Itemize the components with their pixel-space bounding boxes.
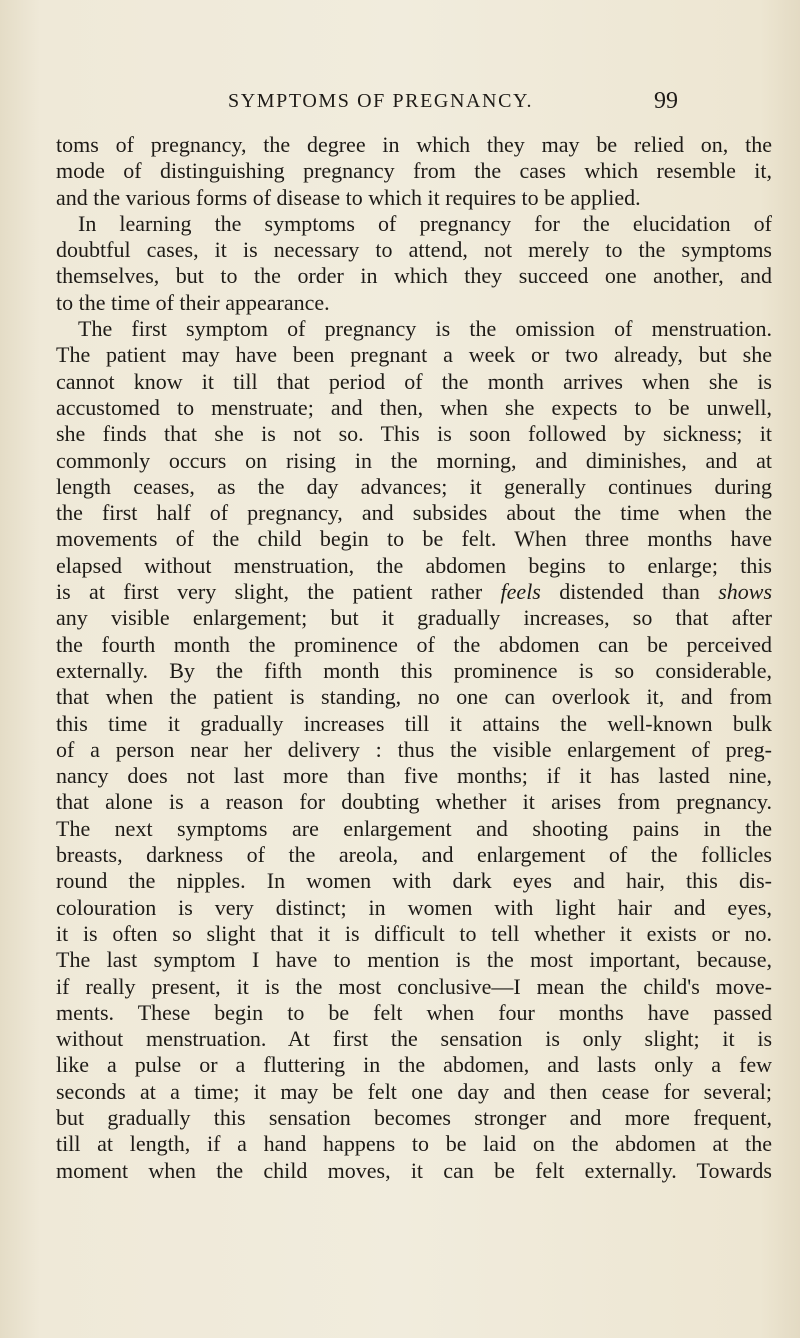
text-line-40: moment when the child moves, it can be felt externally. Towards	[56, 1157, 772, 1183]
italic-shows: shows	[718, 579, 772, 605]
text-line-9: The patient may have been pregnant a week or two already, but she	[56, 342, 772, 368]
text-line-33: if really present, it is the most conclusive—I mean the child's move-	[56, 973, 772, 999]
text-line-21: externally. By the fifth month this prominence is so considerable,	[56, 657, 772, 683]
page-number: 99	[654, 88, 678, 114]
text-line-19: any visible enlargement; but it gradually increases, so that after	[56, 605, 772, 631]
text-line-26: that alone is a reason for doubting whether it arises from pregnancy.	[56, 789, 772, 815]
text-line-28: breasts, darkness of the areola, and enlargement of the follicles	[56, 842, 772, 868]
text-line-15: the first half of pregnancy, and subsides about the time when the	[56, 500, 772, 526]
text-line-18	[56, 579, 772, 605]
text-line-16: movements of the child begin to be felt. When three months have	[56, 526, 772, 552]
italic-feels: feels	[500, 579, 541, 605]
text-line-11: accustomed to menstruate; and then, when she expects to be unwell,	[56, 394, 772, 420]
text-line-14: length ceases, as the day advances; it generally continues during	[56, 473, 772, 499]
text-line-10: cannot know it till that period of the month arrives when she is	[56, 368, 772, 394]
text-line-5: doubtful cases, it is necessary to attend, not merely to the symptoms	[56, 237, 772, 263]
text-line-32: The last symptom I have to mention is the most important, because,	[56, 947, 772, 973]
body-text	[56, 132, 772, 1184]
text-line-38: but gradually this sensation becomes stronger and more frequent,	[56, 1104, 772, 1130]
text-line-18-start: is at first very slight, the patient rather	[56, 579, 501, 605]
text-line-3: and the various forms of disease to which it requires to be applied.	[56, 184, 641, 210]
text-line-29: round the nipples. In women with dark eyes and hair, this dis-	[56, 868, 772, 894]
text-line-1: toms of pregnancy, the degree in which they may be relied on, the	[56, 132, 772, 157]
text-line-27: The next symptoms are enlargement and shooting pains in the	[56, 815, 772, 841]
text-line-25: nancy does not last more than five months; if it has lasted nine,	[56, 763, 772, 789]
running-title: SYMPTOMS OF PREGNANCY.	[228, 90, 534, 112]
text-line-4: In learning the symptoms of pregnancy for the elucidation of	[78, 210, 772, 236]
running-head	[0, 86, 800, 116]
text-line-12: she finds that she is not so. This is soon followed by sickness; it	[56, 421, 772, 447]
text-line-13: commonly occurs on rising in the morning, and diminishes, and at	[56, 447, 772, 473]
text-line-20: the fourth month the prominence of the abdomen can be perceived	[56, 631, 772, 657]
text-line-30: colouration is very distinct; in women with light hair and eyes,	[56, 894, 772, 920]
text-line-7: to the time of their appearance.	[56, 289, 330, 315]
text-line-39: till at length, if a hand happens to be laid on the abdomen at the	[56, 1131, 772, 1157]
text-line-6: themselves, but to the order in which they succeed one another, and	[56, 263, 772, 289]
text-line-2: mode of distinguishing pregnancy from the cases which resemble it,	[56, 158, 772, 184]
text-line-24: of a person near her delivery : thus the visible enlargement of preg-	[56, 736, 772, 762]
text-line-37: seconds at a time; it may be felt one day and then cease for several;	[56, 1078, 772, 1104]
text-line-36: like a pulse or a fluttering in the abdomen, and lasts only a few	[56, 1052, 772, 1078]
text-line-8: The first symptom of pregnancy is the omission of menstruation.	[78, 316, 772, 342]
text-line-18-middle: distended than	[540, 579, 719, 605]
text-line-34: ments. These begin to be felt when four months have passed	[56, 999, 772, 1025]
text-line-35: without menstruation. At first the sensation is only slight; it is	[56, 1026, 772, 1052]
text-line-17: elapsed without menstruation, the abdomen begins to enlarge; this	[56, 552, 772, 578]
text-line-23: this time it gradually increases till it attains the well-known bulk	[56, 710, 772, 736]
text-line-22: that when the patient is standing, no one can overlook it, and from	[56, 684, 772, 710]
text-line-31: it is often so slight that it is difficult to tell whether it exists or no.	[56, 920, 772, 946]
